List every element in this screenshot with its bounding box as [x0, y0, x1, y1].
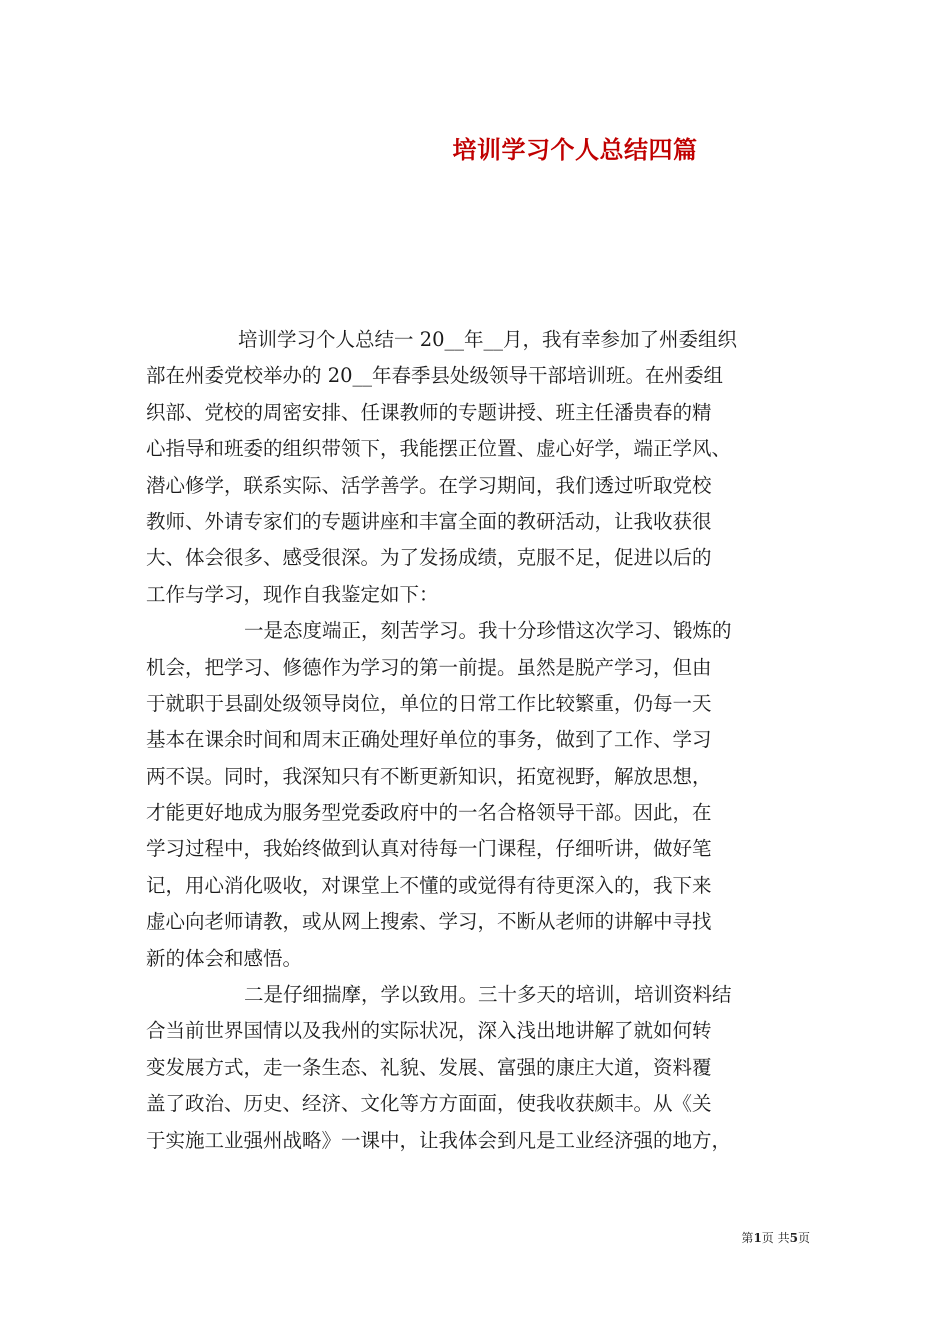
paragraph-2-line-9: 虚心向老师请教，或从网上搜索、学习，不断从老师的讲解中寻找 — [146, 910, 712, 934]
paragraph-2-line-5: 两不误。同时，我深知只有不断更新知识，拓宽视野，解放思想， — [146, 764, 712, 788]
paragraph-2-line-4: 基本在课余时间和周末正确处理好单位的事务，做到了工作、学习 — [146, 728, 712, 752]
paragraph-2-line-6: 才能更好地成为服务型党委政府中的一名合格领导干部。因此，在 — [146, 801, 712, 825]
paragraph-3-line-5: 于实施工业强州战略》一课中，让我体会到凡是工业经济强的地方， — [146, 1128, 732, 1152]
paragraph-3-line-2: 合当前世界国情以及我州的实际状况，深入浅出地讲解了就如何转 — [146, 1019, 712, 1043]
footer-current-page: 1 — [753, 1231, 762, 1245]
paragraph-1-line-8: 工作与学习，现作自我鉴定如下： — [146, 582, 439, 606]
footer-suffix: 页 — [797, 1231, 810, 1245]
page-footer — [741, 1230, 810, 1246]
footer-total-pages: 5 — [789, 1231, 798, 1245]
footer-middle: 页 共 — [761, 1231, 790, 1245]
paragraph-2-line-1: 一是态度端正，刻苦学习。我十分珍惜这次学习、锻炼的 — [244, 619, 732, 643]
paragraph-3-line-3: 变发展方式，走一条生态、礼貌、发展、富强的康庄大道，资料覆 — [146, 1055, 712, 1079]
footer-prefix: 第 — [741, 1231, 754, 1245]
paragraph-1-line-3: 织部、党校的周密安排、任课教师的专题讲授、班主任潘贵春的精 — [146, 400, 712, 424]
paragraph-2-line-2: 机会，把学习、修德作为学习的第一前提。虽然是脱产学习，但由 — [146, 655, 712, 679]
document-body — [146, 322, 826, 1159]
paragraph-2-line-7: 学习过程中，我始终做到认真对待每一门课程，仔细听讲，做好笔 — [146, 837, 712, 861]
paragraph-3-line-4: 盖了政治、历史、经济、文化等方方面面，使我收获颇丰。从《关 — [146, 1092, 712, 1116]
paragraph-2-line-8: 记，用心消化吸收，对课堂上不懂的或觉得有待更深入的，我下来 — [146, 873, 712, 897]
paragraph-1-line-2: 部在州委党校举办的 20__年春季县处级领导干部培训班。在州委组 — [146, 364, 724, 388]
paragraph-1-line-6: 教师、外请专家们的专题讲座和丰富全面的教研活动，让我收获很 — [146, 509, 712, 533]
paragraph-1-line-7: 大、体会很多、感受很深。为了发扬成绩，克服不足，促进以后的 — [146, 546, 712, 570]
paragraph-1-line-5: 潜心修学，联系实际、活学善学。在学习期间，我们透过听取党校 — [146, 473, 712, 497]
paragraph-2-line-10: 新的体会和感悟。 — [146, 946, 303, 970]
paragraph-2-line-3: 于就职于县副处级领导岗位，单位的日常工作比较繁重，仍每一天 — [146, 691, 712, 715]
paragraph-1-line-1: 培训学习个人总结一 20__年__月，我有幸参加了州委组织 — [238, 328, 738, 351]
paragraph-3-line-1: 二是仔细揣摩，学以致用。三十多天的培训，培训资料结 — [244, 983, 732, 1007]
document-title: 培训学习个人总结四篇 — [452, 135, 698, 164]
paragraph-1-line-4: 心指导和班委的组织带领下，我能摆正位置、虚心好学，端正学风、 — [146, 437, 732, 461]
